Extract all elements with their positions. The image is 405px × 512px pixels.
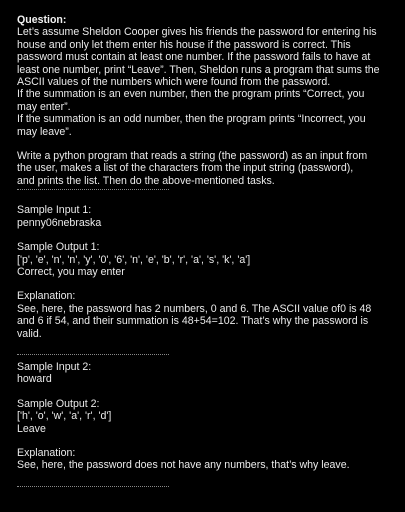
sample-output-1-label: Sample Output 1: <box>17 241 100 254</box>
intro-line: least one number, print “Leave”. Then, Sheldon runs a program that sums the <box>17 63 380 76</box>
sample-input-1 <box>17 204 401 229</box>
intro-line: If the summation is an even number, then the program prints “Correct, you <box>17 88 365 101</box>
question-document <box>17 14 401 487</box>
explanation-1-label: Explanation: <box>17 290 76 303</box>
explanation-2-line: See, here, the password does not have any numbers, that’s why leave. <box>17 459 350 472</box>
sample-output-2-result: Leave <box>17 422 46 435</box>
explanation-2-label: Explanation: <box>17 446 76 459</box>
intro-line: ASCII values of the numbers which were found from the password. <box>17 76 331 89</box>
sample-output-2-label: Sample Output 2: <box>17 397 100 410</box>
intro-line: Let’s assume Sheldon Cooper gives his friends the password for entering his <box>17 26 377 39</box>
task-line: the user, makes a list of the characters from the input string (password), <box>17 162 354 175</box>
explanation-1-line: and 6 if 54, and their summation is 48+54=102. That’s why the password is <box>17 315 369 328</box>
intro-line: password must contain at least one number. If the password fails to have at <box>17 51 371 64</box>
intro-line: may leave”. <box>17 125 72 138</box>
question-heading: Question: <box>17 14 67 26</box>
sample-output-1-result: Correct, you may enter <box>17 265 125 278</box>
sample-input-2 <box>17 361 401 386</box>
question-task <box>17 150 401 187</box>
sample-output-2 <box>17 398 401 435</box>
intro-line: may enter”. <box>17 100 71 113</box>
explanation-1-line: See, here, the password has 2 numbers, 0 and 6. The ASCII value of0 is 48 <box>17 302 372 315</box>
sample-output-1 <box>17 241 401 278</box>
explanation-1 <box>17 290 401 340</box>
sample-input-2-value: howard <box>17 373 52 386</box>
intro-line: house and only let them enter his house if the password is correct. This <box>17 38 351 51</box>
explanation-1-line: valid. <box>17 327 42 340</box>
sample-input-1-value: penny06nebraska <box>17 216 102 229</box>
intro-line: If the summation is an odd number, then the program prints “Incorrect, you <box>17 113 366 126</box>
sample-input-1-label: Sample Input 1: <box>17 204 92 217</box>
separator <box>17 486 169 487</box>
task-line: Write a python program that reads a string (the password) as an input from <box>17 150 368 163</box>
explanation-2 <box>17 447 401 472</box>
task-line: and prints the list. Then do the above-mentioned tasks. <box>17 174 275 187</box>
question-intro <box>17 26 401 138</box>
sample-output-2-list: ['h', 'o', 'w', 'a', 'r', 'd'] <box>17 410 112 423</box>
sample-output-1-list: ['p', 'e', 'n', 'n', 'y', '0', '6', 'n', 'e', 'b', 'r', 'a', 's', 'k', 'a'] <box>17 253 251 266</box>
sample-input-2-label: Sample Input 2: <box>17 360 92 373</box>
